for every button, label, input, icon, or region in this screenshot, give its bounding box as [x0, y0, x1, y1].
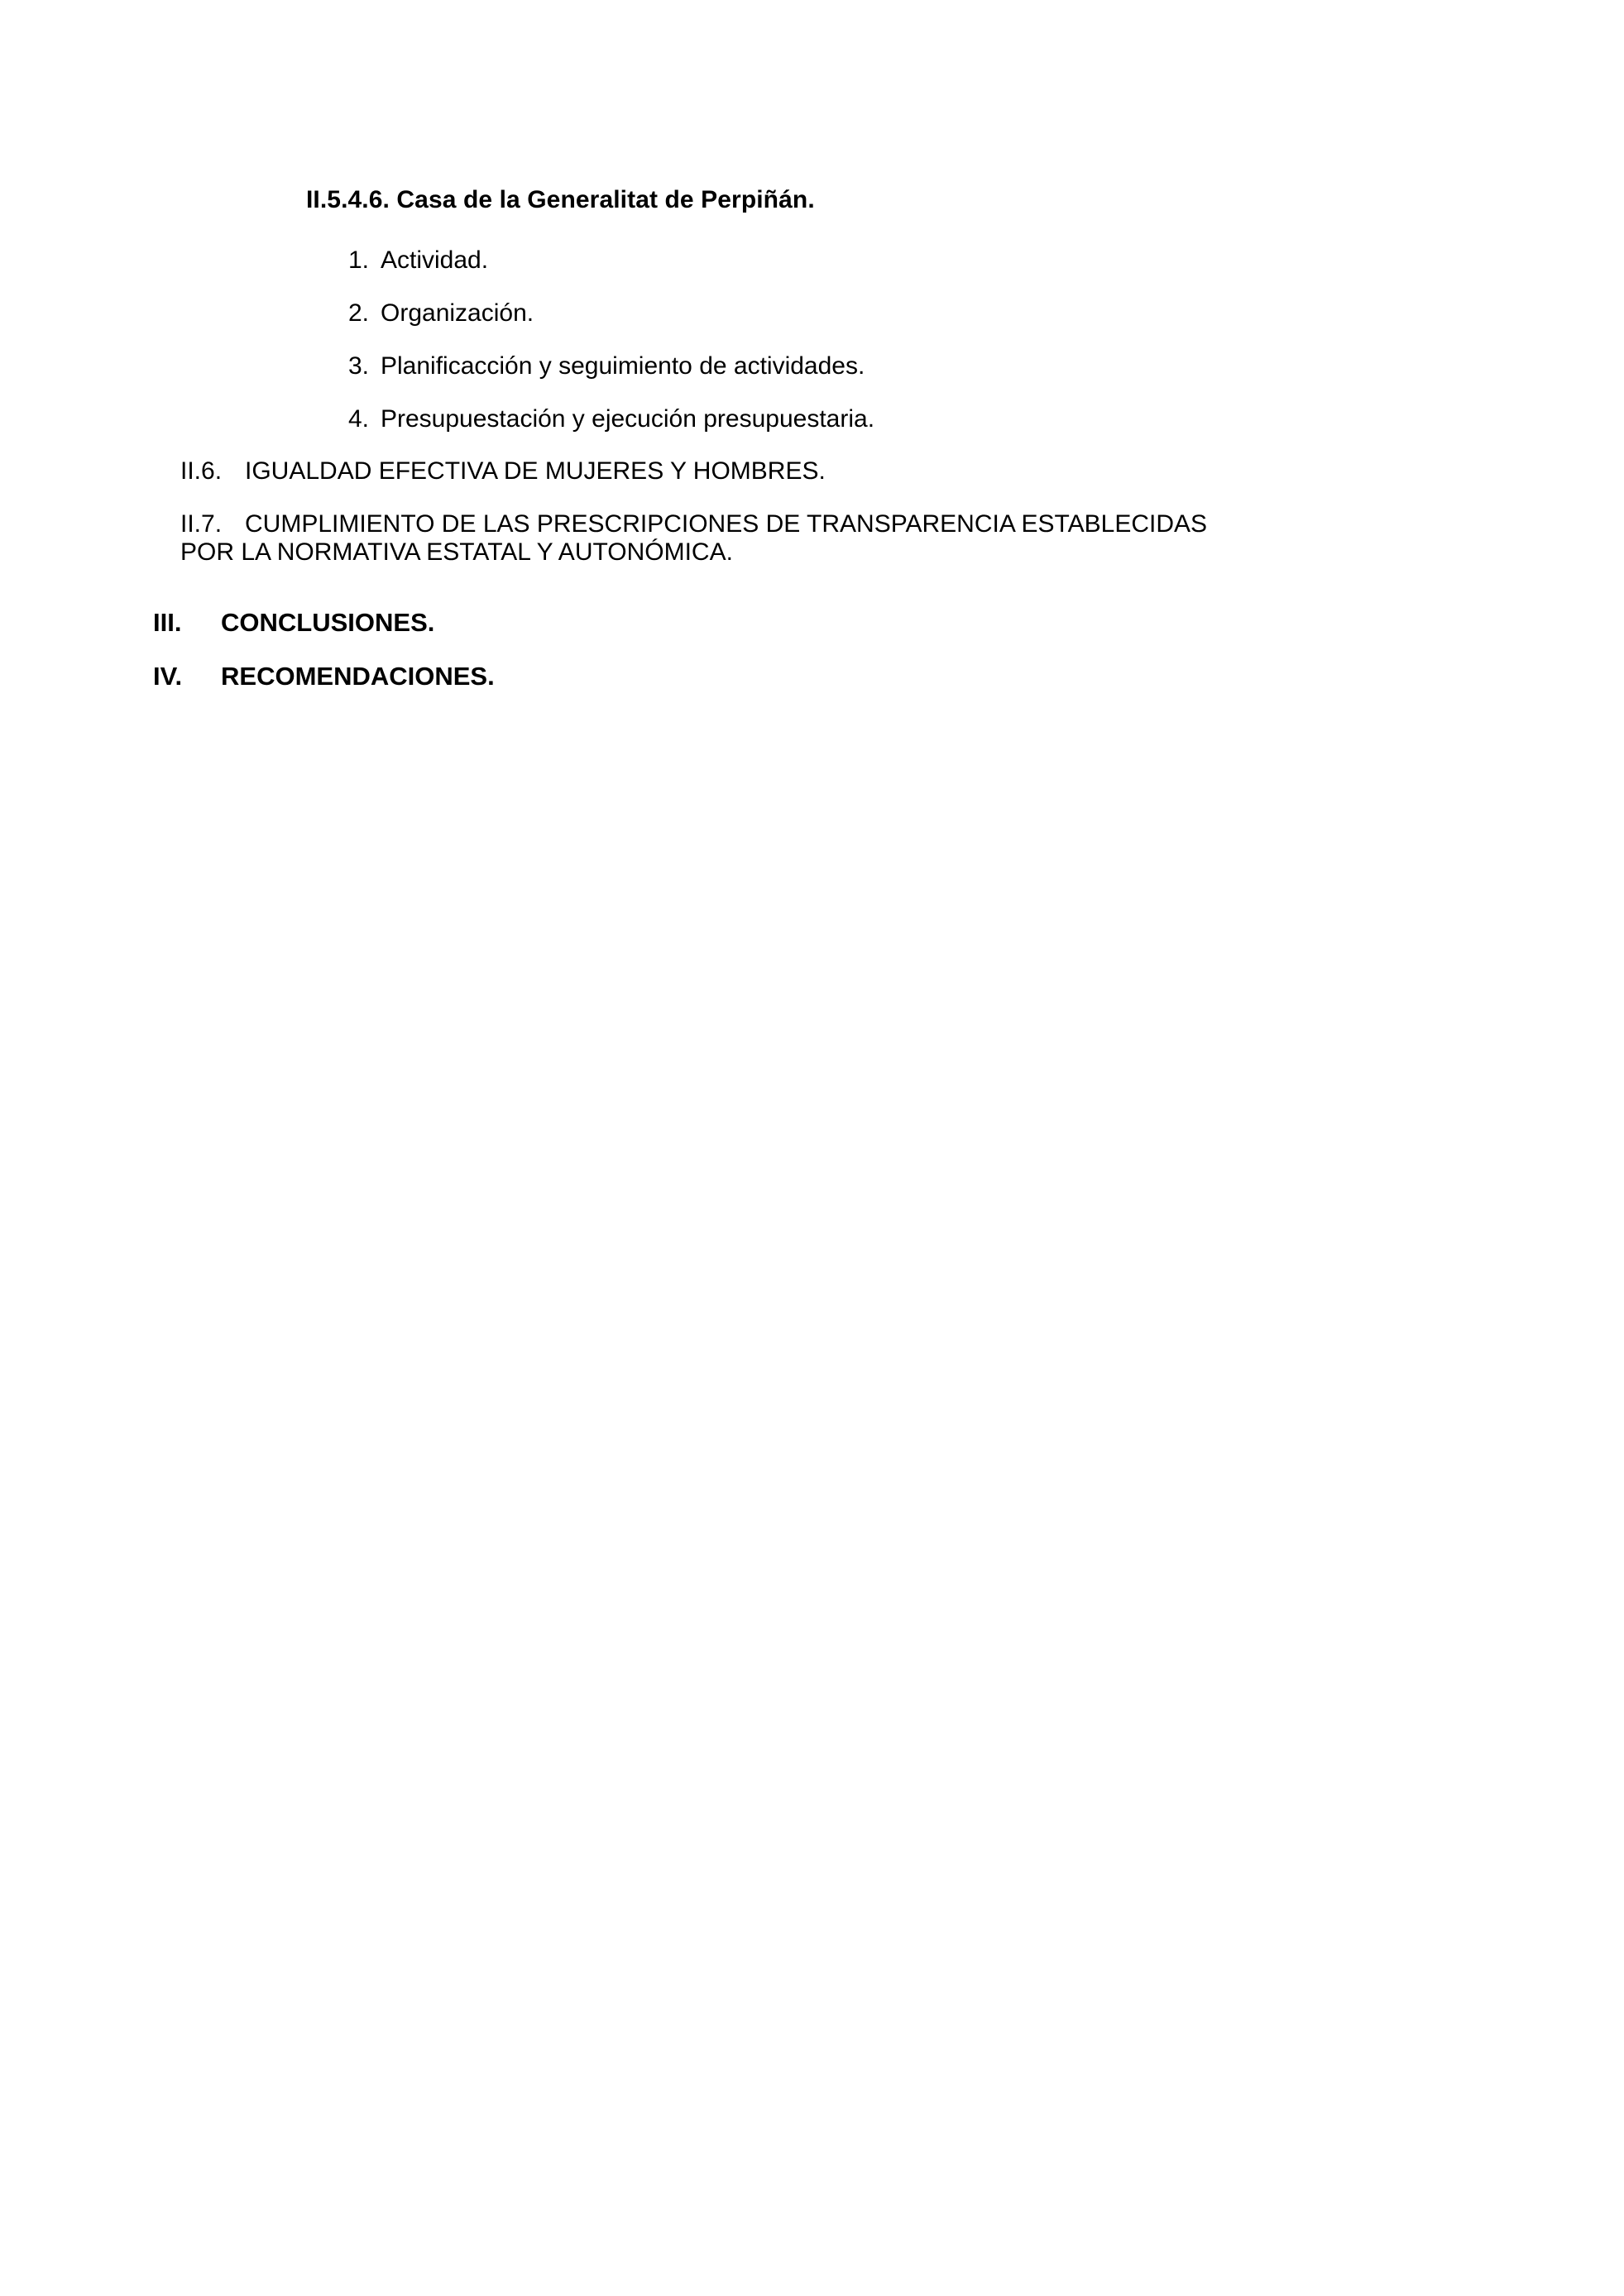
subsection-heading: II.5.4.6. Casa de la Generalitat de Perpiñán. [306, 186, 815, 213]
chapter-entry-label: RECOMENDACIONES. [221, 662, 495, 691]
list-item [329, 299, 534, 328]
list-item-label: Organización. [381, 299, 534, 327]
section-entry-label: CUMPLIMIENTO DE LAS PRESCRIPCIONES DE TRANSPARENCIA ESTABLECIDAS POR LA NORMATIVA ESTATAL Y AUTONÓMICA. [180, 510, 1208, 566]
list-item-label: Presupuestación y ejecución presupuestaria. [381, 405, 875, 433]
section-entry [180, 457, 1421, 486]
list-item-number: 3. [347, 352, 369, 380]
list-item-label: Planificacción y seguimiento de actividades. [381, 352, 865, 380]
list-item [329, 405, 874, 433]
chapter-entry-number: III. [153, 608, 182, 637]
section-entry-number: II.6. [180, 457, 223, 485]
section-entry [180, 510, 1256, 567]
list-item-number: 4. [347, 405, 369, 433]
list-item-number: 2. [347, 299, 369, 327]
chapter-entry-number: IV. [153, 662, 183, 691]
list-item-number: 1. [347, 246, 369, 274]
chapter-entry [153, 662, 495, 691]
chapter-entry-label: CONCLUSIONES. [221, 608, 435, 637]
section-entry-label: IGUALDAD EFECTIVA DE MUJERES Y HOMBRES. [245, 457, 826, 485]
list-item [329, 246, 488, 275]
chapter-entry [153, 608, 434, 638]
list-item-label: Actividad. [381, 246, 489, 274]
section-entry-number: II.7. [180, 510, 223, 538]
list-item [329, 352, 865, 380]
